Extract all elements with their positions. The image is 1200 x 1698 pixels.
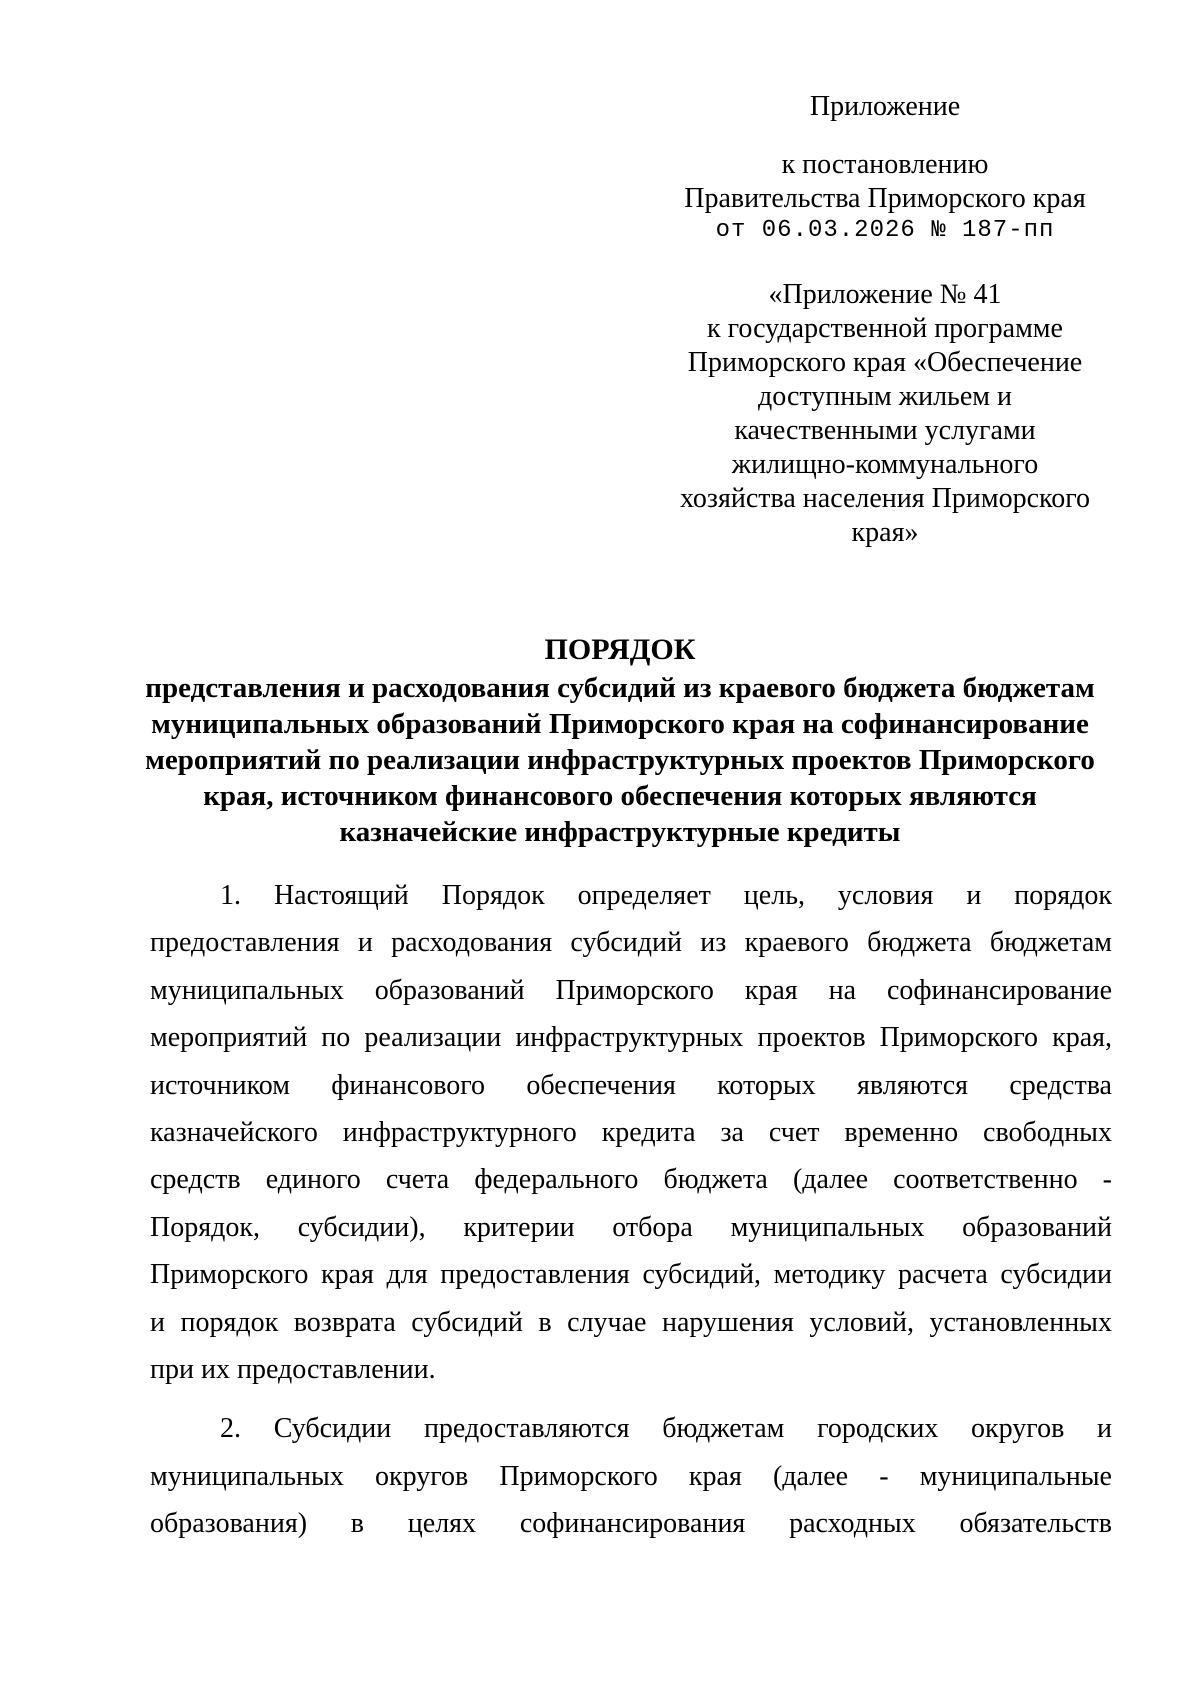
program-line: к государственной программе <box>707 313 1063 344</box>
paragraph-line: муниципальных образований Приморского края на софинансирование <box>150 974 1112 1006</box>
title-line: муниципальных образований Приморского края на софинансирование <box>151 708 1089 740</box>
paragraph-line: 1. Настоящий Порядок определяет цель, условия и порядок <box>220 880 1112 911</box>
resolution-line: к постановлению <box>781 149 989 180</box>
appendix-heading <box>650 90 1120 124</box>
paragraph-line: и порядок возврата субсидий в случае нарушения условий, установленных <box>150 1306 1112 1338</box>
paragraph-line: Порядок, субсидии), критерии отбора муниципальных образований <box>150 1211 1112 1243</box>
paragraph-line: Приморского края для предоставления субсидий, методику расчета субсидии <box>150 1259 1112 1291</box>
paragraph-line: источником финансового обеспечения которых являются средства <box>150 1069 1112 1101</box>
title-line: казначейские инфраструктурные кредиты <box>339 816 901 848</box>
resolution-reference <box>650 148 1120 246</box>
appendix-label: Приложение <box>809 91 961 122</box>
program-line: Приморского края «Обеспечение <box>687 347 1083 378</box>
title-line: представления и расходования субсидий из краевого бюджета бюджетам <box>145 672 1095 704</box>
title-line: края, источником финансового обеспечения которых являются <box>203 780 1037 812</box>
program-line: хозяйства населения Приморского <box>680 483 1090 514</box>
paragraph-line: мероприятий по реализации инфраструктурных проектов Приморского края, <box>150 1022 1112 1054</box>
title-heading: ПОРЯДОК <box>544 633 696 666</box>
paragraph-line: при их предоставлении. <box>150 1353 436 1385</box>
paragraph-line: средств единого счета федерального бюджета (далее соответственно - <box>150 1164 1112 1196</box>
paragraph-1 <box>150 872 1112 1393</box>
title-line: мероприятий по реализации инфраструктурных проектов Приморского <box>145 744 1095 776</box>
document-title <box>140 632 1100 850</box>
paragraph-line: муниципальных округов Приморского края (далее - муниципальные <box>150 1460 1112 1492</box>
program-line: доступным жильем и <box>758 381 1012 412</box>
paragraph-line: предоставления и расходования субсидий из краевого бюджета бюджетам <box>150 927 1112 959</box>
paragraph-line: образования) в целях софинансирования расходных обязательств <box>150 1508 1112 1540</box>
document-body <box>150 872 1112 1547</box>
program-line: «Приложение № 41 <box>768 279 1002 310</box>
program-reference <box>650 278 1120 550</box>
program-line: качественными услугами <box>734 415 1036 446</box>
paragraph-line: 2. Субсидии предоставляются бюджетам городских округов и <box>220 1413 1112 1445</box>
paragraph-line: казначейского инфраструктурного кредита за счет временно свободных <box>150 1116 1112 1148</box>
paragraph-spacer <box>150 1393 1112 1405</box>
program-line: края» <box>851 517 919 548</box>
registration-stamp: от 06.03.2026 № 187-пп <box>715 217 1055 244</box>
paragraph-2 <box>150 1405 1112 1547</box>
program-line: жилищно-коммунального <box>731 449 1039 480</box>
resolution-line: Правительства Приморского края <box>684 183 1086 214</box>
